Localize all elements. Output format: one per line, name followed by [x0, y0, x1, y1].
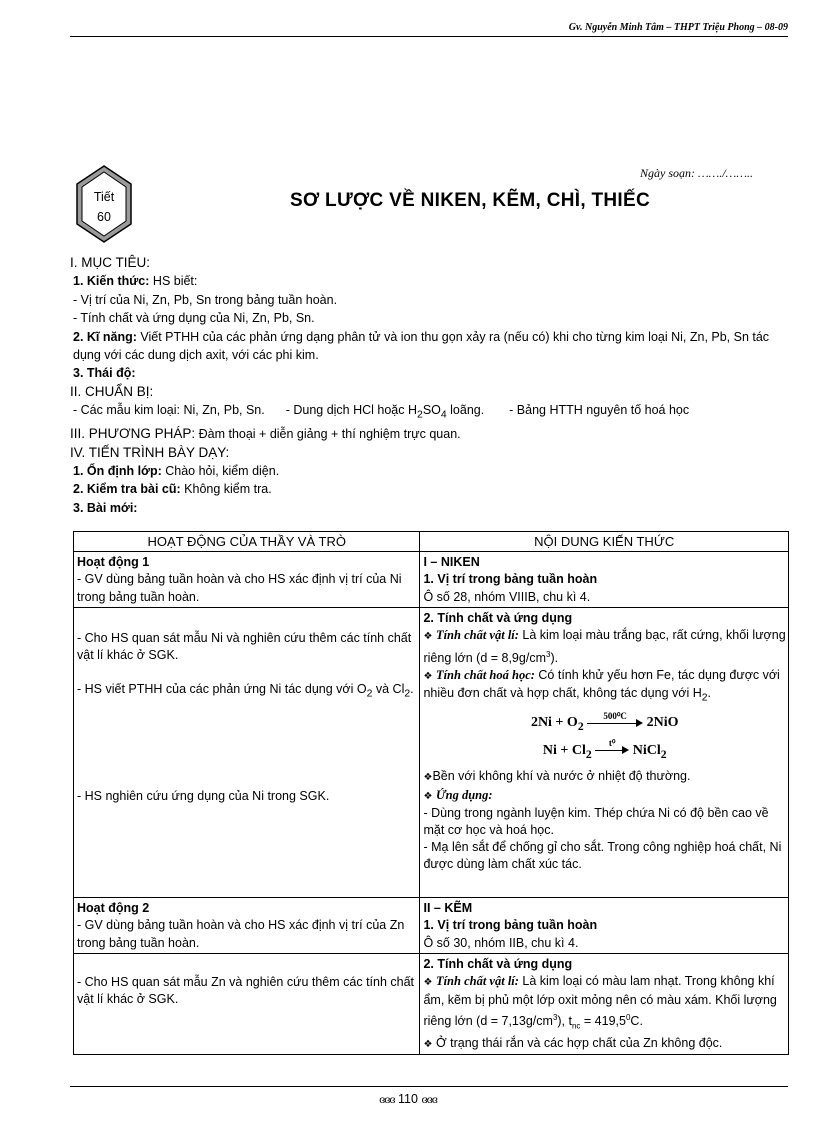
- nickel-properties-heading: 2. Tính chất và ứng dụng: [423, 611, 573, 626]
- eq2-left: Ni + Cl: [542, 742, 586, 758]
- footer-rule: [70, 1086, 788, 1087]
- table-row: [74, 552, 789, 608]
- skills-label: 2. Kĩ năng:: [73, 329, 137, 344]
- activity-1-equations: [77, 681, 417, 703]
- nickel-applications-label: Ứng dụng:: [435, 787, 493, 802]
- col-header-content: NỘI DUNG KIẾN THỨC: [420, 532, 789, 552]
- diamond-bullet-icon: ❖: [423, 790, 433, 802]
- eq1-condition: 500⁰C: [603, 710, 627, 721]
- preparation-line: [70, 401, 792, 425]
- section-objectives: I. MỤC TIÊU:: [70, 255, 151, 270]
- prep-item-2-sub2: 4: [440, 409, 447, 421]
- zinc-physical: [423, 973, 786, 1034]
- activity-1-eq-b: và Cl: [372, 681, 405, 696]
- knowledge-label: 1. Kiến thức:: [73, 274, 150, 289]
- zinc-physical-mid: ), t: [557, 1013, 572, 1028]
- zinc-physical-sub: nc: [571, 1021, 581, 1031]
- zinc-physical-text: Là kim loại có màu lam nhạt. Trong không khí ẩm, kẽm bị phủ một lớp oxit mỏng nên có màu xám. Khối lượng riêng lớn (d = 7,13g/cm: [423, 974, 777, 1028]
- activity-2-observe: - Cho HS quan sát mẫu Zn và nghiên cứu thêm các tính chất vật lí khác ở SGK.: [77, 975, 415, 1007]
- prep-item-3: - Bảng HTTH nguyên tố hoá học: [509, 403, 690, 418]
- prep-item-2-b: SO: [422, 403, 441, 418]
- zinc-physical-deg: 0: [625, 1012, 631, 1022]
- table-row: [74, 898, 789, 954]
- equation-2: [423, 738, 786, 765]
- activity-1-eq-c: .: [410, 681, 414, 696]
- knowledge-item-2: - Tính chất và ứng dụng của Ni, Zn, Pb, Sn.: [73, 311, 315, 326]
- nickel-physical-label: Tính chất vật lí:: [435, 628, 519, 643]
- diamond-bullet-icon: ❖: [423, 631, 433, 643]
- page-title: SƠ LƯỢC VỀ NIKEN, KẼM, CHÌ, THIẾC: [290, 190, 650, 211]
- page-footer: [0, 1092, 816, 1106]
- zinc-position-text: Ô số 30, nhóm IIB, chu kì 4.: [423, 935, 579, 950]
- section-process: IV. TIẾN TRÌNH BÀY DẠY:: [70, 444, 230, 460]
- content-cell: [420, 954, 789, 1055]
- table-row: [74, 608, 789, 898]
- ornament-left-icon: ɞɞɞ: [379, 1095, 395, 1106]
- class-order-text: Chào hỏi, kiểm diện.: [161, 463, 280, 478]
- nickel-chemical-text: Có tính khử yếu hơn Fe, tác dụng được với nhiều đơn chất và hợp chất, không tác dụng với H: [423, 667, 780, 701]
- section-preparation: II. CHUẨN BỊ:: [70, 383, 154, 399]
- nickel-applications-label-line: [423, 787, 786, 805]
- prep-item-2: [285, 403, 485, 421]
- zinc-heading: II – KẼM: [423, 901, 473, 916]
- knowledge-item-1: - Vị trí của Ni, Zn, Pb, Sn trong bảng tuần hoàn.: [73, 292, 338, 307]
- nickel-chemical-sub: 2: [701, 692, 708, 704]
- activity-cell: [74, 898, 420, 954]
- content-cell: [420, 552, 789, 608]
- eq1-right: 2NiO: [646, 714, 679, 730]
- header-author: Gv. Nguyễn Minh Tâm – THPT Triệu Phong – 08-09: [568, 22, 788, 33]
- method-text: Đàm thoại + diễn giảng + thí nghiệm trực quan.: [195, 427, 461, 442]
- class-order-label: 1. Ổn định lớp:: [73, 463, 162, 478]
- table-header-row: [74, 532, 789, 552]
- zinc-position-heading: 1. Vị trí trong bảng tuần hoàn: [423, 918, 598, 933]
- nickel-position-text: Ô số 28, nhóm VIIIB, chu kì 4.: [423, 589, 591, 604]
- zinc-physical-sup: 3: [552, 1012, 558, 1022]
- skills-text: Viết PTHH của các phản ứng dạng phân tử và ion thu gọn xảy ra (nếu có) khi cho từng kim loại Ni, Zn, Pb, Sn tác dụng với các dung dịch axit, với các phi kim.: [73, 329, 770, 363]
- col-header-activities: HOẠT ĐỘNG CỦA THẦY VÀ TRÒ: [74, 532, 420, 552]
- old-lesson-check-label: 2. Kiểm tra bài cũ:: [73, 482, 181, 497]
- activity-cell: [74, 954, 420, 1055]
- eq1-sub: 2: [577, 719, 584, 733]
- nickel-stability: [423, 768, 786, 786]
- eq1-left: 2Ni + O: [530, 714, 578, 730]
- prep-item-1: - Các mẫu kim loại: Ni, Zn, Pb, Sn.: [73, 403, 265, 418]
- reaction-arrow-icon: [587, 710, 643, 730]
- prep-item-2-sub1: 2: [417, 409, 423, 421]
- table-row: [74, 954, 789, 1055]
- nickel-chemical-end: .: [707, 686, 712, 701]
- lesson-label: Tiết: [93, 190, 115, 204]
- nickel-application-2: - Mạ lên sắt để chống gỉ cho sắt. Trong công nghiệp hoá chất, Ni được dùng làm chất xúc tác.: [423, 840, 782, 872]
- reaction-arrow-icon: [595, 738, 629, 757]
- activity-2-text: - GV dùng bảng tuần hoàn và cho HS xác định vị trí của Zn trong bảng tuần hoàn.: [77, 918, 405, 950]
- lesson-value: 60: [97, 210, 111, 224]
- lesson-number: [75, 187, 133, 227]
- activity-1-eq-sub1: 2: [366, 688, 373, 700]
- zinc-physical-temp: = 419,5: [580, 1013, 626, 1028]
- nickel-physical: [423, 627, 786, 667]
- old-lesson-check-text: Không kiểm tra.: [180, 482, 272, 497]
- page-number: 110: [398, 1092, 418, 1106]
- activity-cell: [74, 608, 420, 898]
- zinc-physical-label: Tính chất vật lí:: [435, 974, 519, 989]
- diamond-bullet-icon: ❖: [423, 977, 433, 989]
- diamond-bullet-icon: ❖: [423, 670, 433, 682]
- eq2-sub: 2: [585, 747, 592, 761]
- new-lesson-line: [70, 499, 792, 517]
- zinc-properties-heading: 2. Tính chất và ứng dụng: [423, 957, 573, 972]
- class-order-line: [70, 462, 792, 480]
- zinc-toxicity-text: Ở trạng thái rắn và các hợp chất của Zn không độc.: [435, 1035, 723, 1050]
- header-rule: [70, 36, 788, 37]
- prep-item-2-a: - Dung dịch HCl hoặc H: [285, 403, 418, 418]
- eq2-condition: t⁰: [608, 738, 616, 749]
- skills-line: [70, 328, 792, 365]
- lesson-body: [70, 254, 792, 517]
- nickel-chemical: [423, 667, 786, 707]
- nickel-physical-text: Là kim loại màu trắng bạc, rất cứng, khối lượng riêng lớn (d = 8,9g/cm: [423, 628, 786, 665]
- date-prepared: Ngày soạn: ……./……..: [640, 166, 754, 180]
- section-method: [70, 425, 792, 443]
- nickel-heading: I – NIKEN: [423, 555, 480, 570]
- zinc-toxicity: [423, 1035, 786, 1053]
- nickel-physical-end: ).: [550, 650, 559, 665]
- new-lesson-label: 3. Bài mới:: [73, 500, 138, 515]
- zinc-physical-end: C.: [630, 1013, 643, 1028]
- ornament-right-icon: ɞɞɞ: [421, 1095, 437, 1106]
- prep-item-2-c: loãng.: [446, 403, 485, 418]
- nickel-position-heading: 1. Vị trí trong bảng tuần hoàn: [423, 572, 598, 587]
- nickel-stability-text: Bền với không khí và nước ở nhiệt độ thường.: [432, 769, 691, 784]
- diamond-bullet-icon: ❖: [423, 772, 433, 784]
- activity-1-text: - GV dùng bảng tuần hoàn và cho HS xác định vị trí của Ni trong bảng tuần hoàn.: [77, 572, 402, 604]
- attitude-line: [70, 364, 792, 382]
- activity-1-applications: - HS nghiên cứu ứng dụng của Ni trong SGK.: [77, 789, 330, 804]
- content-cell: [420, 898, 789, 954]
- activity-1-eq-a: - HS viết PTHH của các phản ứng Ni tác dụng với O: [77, 681, 367, 696]
- attitude-label: 3. Thái độ:: [73, 366, 136, 381]
- knowledge-line: [70, 272, 792, 290]
- nickel-application-1: - Dùng trong ngành luyện kim. Thép chứa Ni có độ bền cao về mặt cơ học và hoá học.: [423, 805, 769, 838]
- knowledge-text: HS biết:: [149, 274, 198, 289]
- content-cell: [420, 608, 789, 898]
- nickel-chemical-label: Tính chất hoá học:: [435, 667, 535, 682]
- method-label: III. PHƯƠNG PHÁP:: [70, 426, 196, 442]
- diamond-bullet-icon: ❖: [423, 1038, 433, 1050]
- eq2-right: NiCl: [632, 742, 661, 758]
- activity-2-title: Hoạt động 2: [77, 901, 150, 916]
- activity-1-eq-sub2: 2: [404, 688, 411, 700]
- eq2-right-sub: 2: [660, 747, 667, 761]
- activity-cell: [74, 552, 420, 608]
- lesson-table: [73, 531, 789, 1055]
- activity-1-title: Hoạt động 1: [77, 555, 150, 570]
- nickel-physical-sup: 3: [545, 649, 551, 659]
- old-lesson-check-line: [70, 480, 792, 498]
- activity-1-observe: - Cho HS quan sát mẫu Ni và nghiên cứu thêm các tính chất vật lí khác ở SGK.: [77, 631, 412, 663]
